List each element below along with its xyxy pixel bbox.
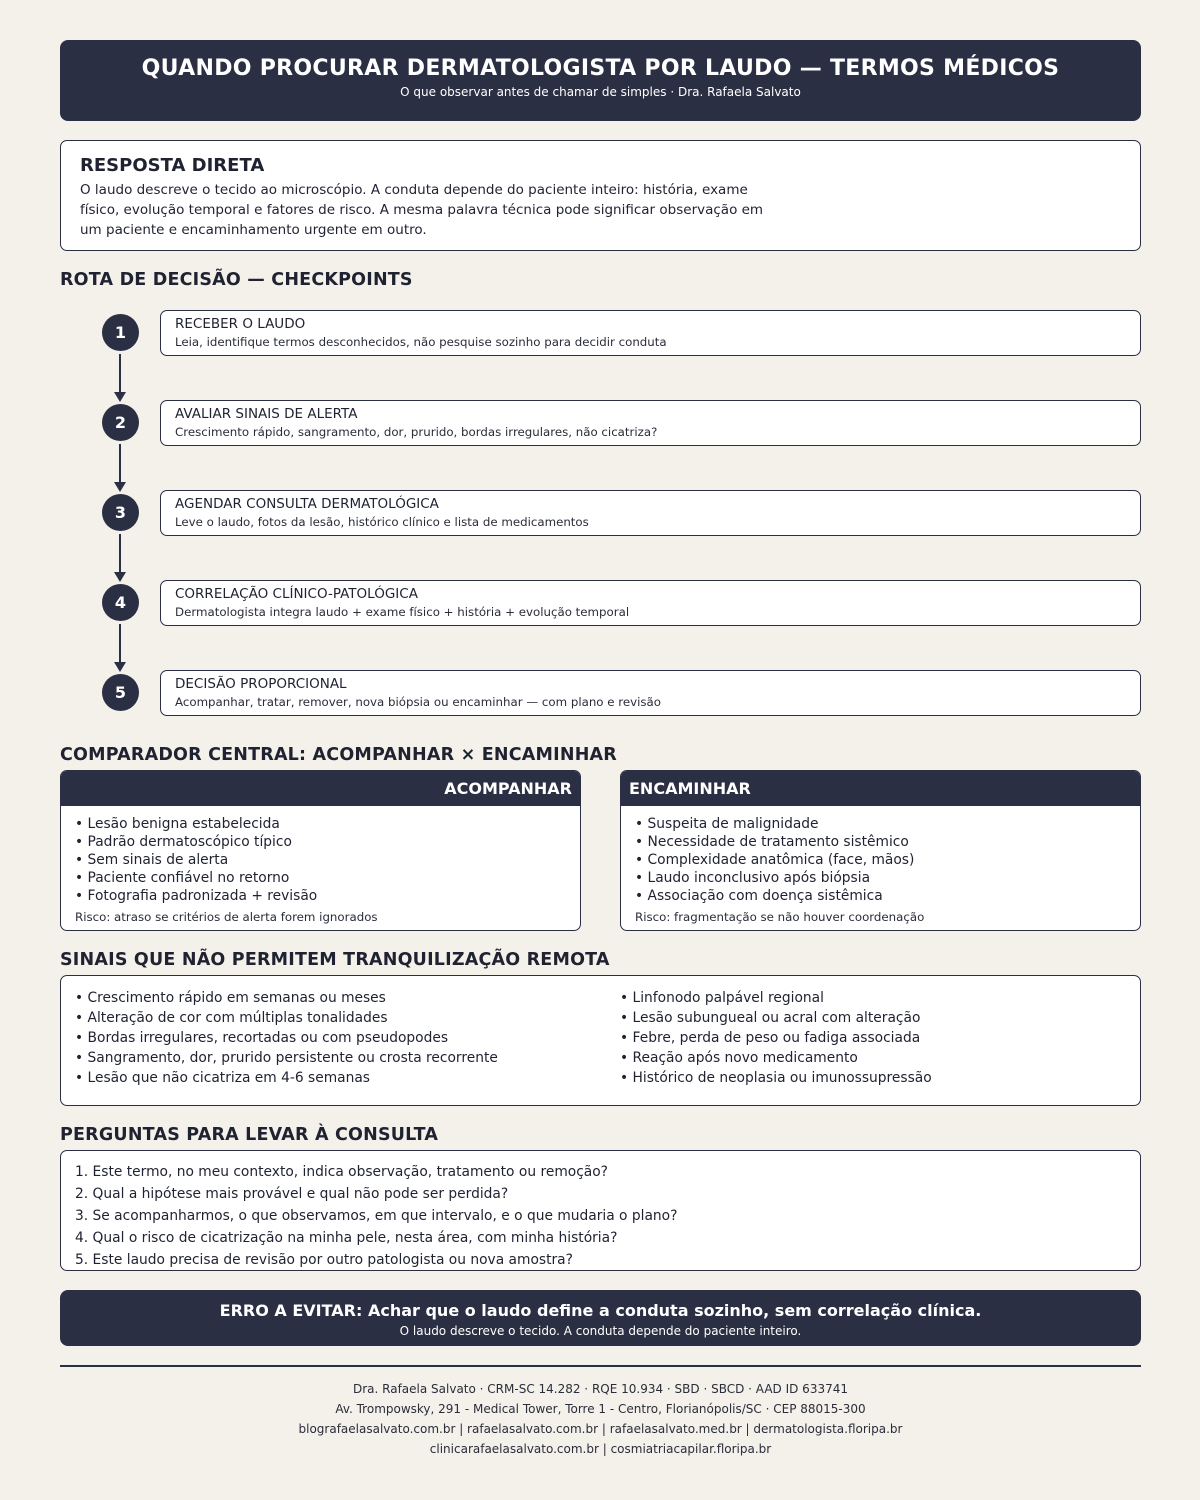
- step-3-desc: Leve o laudo, fotos da lesão, histórico clínico e lista de medicamentos: [175, 515, 589, 529]
- list-item: • Linfonodo palpável regional: [620, 990, 824, 1006]
- list-item: • Reação após novo medicamento: [620, 1050, 858, 1066]
- step-3-box: [160, 490, 1141, 536]
- questions-card: [60, 1150, 1141, 1271]
- list-item: • Laudo inconclusivo após biópsia: [635, 870, 871, 886]
- step-2-box: [160, 400, 1141, 446]
- compare-refer-title: ENCAMINHAR: [621, 771, 1140, 806]
- list-item: 3. Se acompanharmos, o que observamos, em que intervalo, e o que mudaria o plano?: [75, 1208, 678, 1224]
- step-5-number: 5: [102, 674, 139, 711]
- list-item: • Sangramento, dor, prurido persistente ou crosta recorrente: [75, 1050, 498, 1066]
- step-5-box: [160, 670, 1141, 716]
- route-heading: ROTA DE DECISÃO — CHECKPOINTS: [60, 270, 413, 290]
- step-2-desc: Crescimento rápido, sangramento, dor, prurido, bordas irregulares, não cicatriza?: [175, 425, 658, 439]
- direct-answer-heading: RESPOSTA DIRETA: [80, 155, 265, 176]
- list-item: 1. Este termo, no meu contexto, indica observação, tratamento ou remoção?: [75, 1164, 608, 1180]
- footer-credentials: Dra. Rafaela Salvato · CRM-SC 14.282 · RQE 10.934 · SBD · SBCD · AAD ID 633741: [353, 1382, 848, 1396]
- compare-follow-list: [61, 806, 580, 905]
- direct-answer-body: O laudo descreve o tecido ao microscópio. A conduta depende do paciente inteiro: história, exame físico, evolução temporal e fatores de risco. A mesma palavra técnica pode significar observação em um paciente e encaminhamento urgente em outro.: [80, 182, 764, 238]
- signs-card: [60, 975, 1141, 1106]
- step-arrow: [119, 624, 121, 670]
- footer-address: Av. Trompowsky, 291 - Medical Tower, Torre 1 - Centro, Florianópolis/SC · CEP 88015-300: [335, 1402, 866, 1416]
- step-4-number: 4: [102, 584, 139, 621]
- step-4-desc: Dermatologista integra laudo + exame físico + história + evolução temporal: [175, 605, 630, 619]
- list-item: • Febre, perda de peso ou fadiga associada: [620, 1030, 921, 1046]
- questions-list: [75, 1161, 1126, 1271]
- direct-answer-card: [60, 140, 1141, 251]
- list-item: • Fotografia padronizada + revisão: [75, 888, 318, 904]
- page-title: QUANDO PROCURAR DERMATOLOGISTA POR LAUDO — TERMOS MÉDICOS: [141, 56, 1060, 81]
- step-1-title: RECEBER O LAUDO: [175, 316, 306, 332]
- step-3-number: 3: [102, 494, 139, 531]
- list-item: • Associação com doença sistêmica: [635, 888, 883, 904]
- signs-list-left: [75, 988, 498, 1088]
- questions-heading: PERGUNTAS PARA LEVAR À CONSULTA: [60, 1125, 439, 1145]
- list-item: • Bordas irregulares, recortadas ou com pseudopodes: [75, 1030, 449, 1046]
- list-item: • Padrão dermatoscópico típico: [75, 834, 292, 850]
- list-item: • Sem sinais de alerta: [75, 852, 229, 868]
- compare-refer-risk: Risco: fragmentação se não houver coordenação: [635, 910, 925, 924]
- list-item: • Paciente confiável no retorno: [75, 870, 290, 886]
- list-item: • Crescimento rápido em semanas ou meses: [75, 990, 386, 1006]
- list-item: 4. Qual o risco de cicatrização na minha pele, nesta área, com minha história?: [75, 1230, 618, 1246]
- step-2-title: AVALIAR SINAIS DE ALERTA: [175, 406, 358, 422]
- compare-follow-card: [60, 770, 581, 931]
- comparator-heading: COMPARADOR CENTRAL: ACOMPANHAR × ENCAMINHAR: [60, 745, 617, 765]
- step-arrow: [119, 444, 121, 490]
- list-item: • Complexidade anatômica (face, mãos): [635, 852, 915, 868]
- compare-refer-list: [621, 806, 1140, 905]
- list-item: • Alteração de cor com múltiplas tonalidades: [75, 1010, 388, 1026]
- step-4-box: [160, 580, 1141, 626]
- list-item: • Suspeita de malignidade: [635, 816, 819, 832]
- list-item: 2. Qual a hipótese mais provável e qual não pode ser perdida?: [75, 1186, 509, 1202]
- step-2-number: 2: [102, 404, 139, 441]
- footer-links-2: clinicarafaelasalvato.com.br | cosmiatriacapilar.floripa.br: [429, 1442, 772, 1456]
- signs-list-right: [620, 988, 932, 1088]
- step-4-title: CORRELAÇÃO CLÍNICO-PATOLÓGICA: [175, 586, 418, 602]
- signs-heading: SINAIS QUE NÃO PERMITEM TRANQUILIZAÇÃO REMOTA: [60, 950, 610, 970]
- list-item: • Lesão subungueal ou acral com alteração: [620, 1010, 921, 1026]
- footer-divider: [60, 1365, 1141, 1367]
- error-title: ERRO A EVITAR: Achar que o laudo define a conduta sozinho, sem correlação clínica.: [219, 1301, 982, 1320]
- step-3-title: AGENDAR CONSULTA DERMATOLÓGICA: [175, 496, 439, 512]
- step-arrow: [119, 354, 121, 400]
- list-item: • Necessidade de tratamento sistêmico: [635, 834, 909, 850]
- page-subtitle: O que observar antes de chamar de simples · Dra. Rafaela Salvato: [400, 85, 801, 99]
- step-5-title: DECISÃO PROPORCIONAL: [175, 676, 347, 692]
- list-item: • Lesão benigna estabelecida: [75, 816, 280, 832]
- step-arrow: [119, 534, 121, 580]
- compare-follow-title: ACOMPANHAR: [61, 771, 580, 806]
- footer-links: blografaelasalvato.com.br | rafaelasalvato.com.br | rafaelasalvato.med.br | dermatologista.floripa.br: [298, 1422, 903, 1436]
- step-1-desc: Leia, identifique termos desconhecidos, não pesquise sozinho para decidir conduta: [175, 335, 667, 349]
- error-subtitle: O laudo descreve o tecido. A conduta depende do paciente inteiro.: [399, 1324, 802, 1338]
- step-1-number: 1: [102, 314, 139, 351]
- step-1-box: [160, 310, 1141, 356]
- list-item: • Lesão que não cicatriza em 4-6 semanas: [75, 1070, 370, 1086]
- list-item: 5. Este laudo precisa de revisão por outro patologista ou nova amostra?: [75, 1252, 573, 1268]
- compare-follow-risk: Risco: atraso se critérios de alerta forem ignorados: [75, 910, 378, 924]
- footer: [60, 1379, 1141, 1459]
- step-5-desc: Acompanhar, tratar, remover, nova biópsia ou encaminhar — com plano e revisão: [175, 695, 661, 709]
- list-item: • Histórico de neoplasia ou imunossupressão: [620, 1070, 932, 1086]
- error-banner: [60, 1290, 1141, 1346]
- compare-refer-card: [620, 770, 1141, 931]
- header-banner: [60, 40, 1141, 121]
